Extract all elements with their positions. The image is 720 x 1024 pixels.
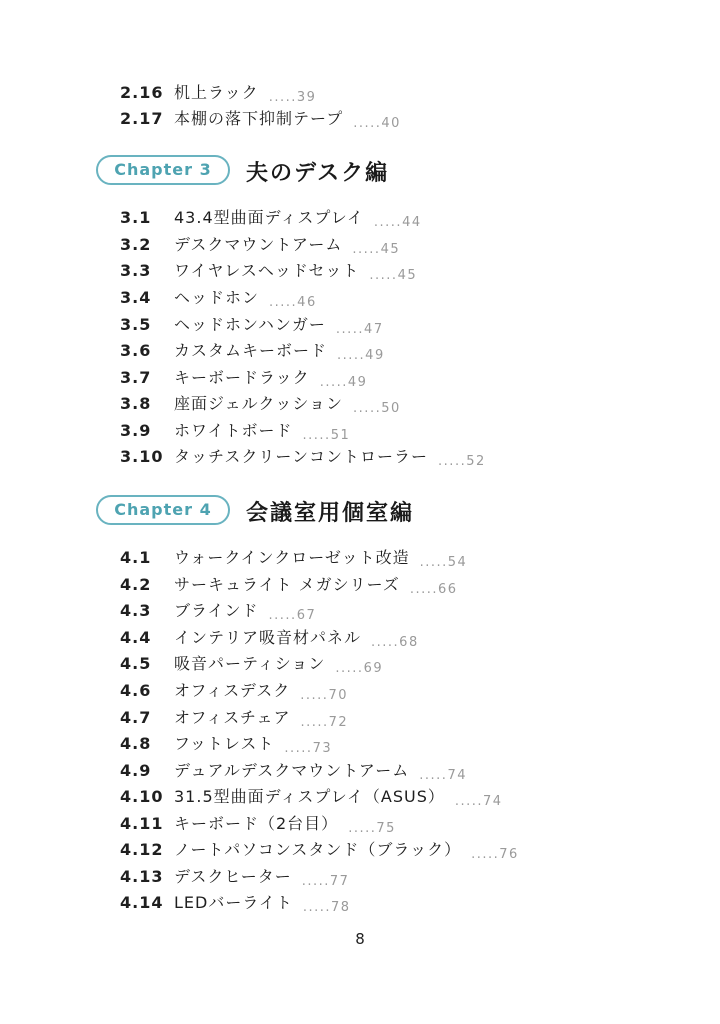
entry-page: .....77 (301, 874, 350, 889)
entry-page: .....68 (371, 635, 419, 650)
entry-title: タッチスクリーンコントローラー (174, 447, 429, 466)
toc-entry-3-8[interactable] (120, 391, 401, 414)
entry-number: 3.4 (120, 288, 152, 307)
entry-number: 4.10 (120, 787, 164, 806)
entry-number: 2.17 (120, 109, 164, 128)
entry-number: 3.9 (120, 421, 152, 440)
entry-page: .....72 (300, 715, 349, 730)
entry-title: インテリア吸音材パネル (174, 628, 362, 647)
entry-number: 4.3 (120, 601, 152, 620)
entry-title: キーボード（2台目） (174, 814, 339, 833)
entry-title: 31.5型曲面ディスプレイ（ASUS） (174, 787, 445, 806)
entry-page: .....74 (454, 794, 503, 809)
entry-page: .....49 (319, 375, 368, 390)
toc-entry-2-16[interactable] (120, 80, 316, 103)
toc-entry-3-7[interactable] (120, 365, 367, 388)
entry-page: .....52 (438, 454, 486, 469)
toc-entry-3-3[interactable] (120, 258, 417, 281)
entry-number: 3.2 (120, 235, 152, 254)
entry-page: .....44 (373, 215, 422, 230)
entry-title: デスクマウントアーム (174, 235, 343, 254)
entry-number: 4.13 (120, 867, 164, 886)
entry-page: .....46 (269, 295, 317, 310)
entry-page: .....75 (348, 821, 396, 836)
entry-number: 4.4 (120, 628, 152, 647)
entry-title: 座面ジェルクッション (174, 394, 344, 413)
entry-title: 43.4型曲面ディスプレイ (174, 208, 364, 227)
entry-title: ブラインド (174, 601, 259, 620)
entry-title: デュアルデスクマウントアーム (174, 761, 410, 780)
toc-entry-3-10[interactable] (120, 444, 486, 467)
entry-number: 4.9 (120, 761, 152, 780)
entry-number: 4.12 (120, 840, 164, 859)
toc-entry-4-3[interactable] (120, 598, 316, 621)
entry-number: 4.14 (120, 893, 164, 912)
toc-entry-4-8[interactable] (120, 731, 332, 754)
entry-number: 3.8 (120, 394, 152, 413)
entry-title: 本棚の落下抑制テープ (174, 109, 344, 128)
entry-number: 3.10 (120, 447, 164, 466)
entry-number: 4.6 (120, 681, 152, 700)
page-number: 8 (355, 930, 365, 948)
entry-title: オフィスチェア (174, 708, 291, 727)
entry-number: 4.1 (120, 548, 152, 567)
toc-entry-4-14[interactable] (120, 890, 351, 913)
toc-entry-4-6[interactable] (120, 678, 348, 701)
entry-title: キーボードラック (174, 368, 310, 387)
entry-page: .....76 (471, 847, 519, 862)
toc-entry-4-4[interactable] (120, 625, 419, 648)
entry-number: 4.8 (120, 734, 152, 753)
entry-number: 3.1 (120, 208, 152, 227)
entry-title: LEDバーライト (174, 893, 293, 912)
entry-page: .....78 (302, 900, 351, 915)
entry-number: 3.7 (120, 368, 152, 387)
entry-page: .....66 (409, 582, 458, 597)
entry-title: デスクヒーター (174, 867, 292, 886)
entry-title: 机上ラック (174, 83, 259, 102)
entry-title: ヘッドホンハンガー (174, 315, 326, 334)
entry-page: .....54 (419, 555, 468, 570)
entry-title: ノートパソコンスタンド（ブラック） (174, 840, 462, 859)
toc-entry-3-9[interactable] (120, 418, 350, 441)
toc-entry-4-2[interactable] (120, 572, 458, 595)
entry-title: サーキュライト メガシリーズ (174, 575, 400, 594)
entry-page: .....47 (335, 322, 384, 337)
entry-page: .....50 (353, 401, 401, 416)
toc-entry-3-4[interactable] (120, 285, 317, 308)
toc-entry-4-7[interactable] (120, 705, 348, 728)
toc-entry-2-17[interactable] (120, 106, 401, 129)
chapter-4-title: 会議室用個室編 (246, 501, 415, 526)
entry-page: .....74 (419, 768, 467, 783)
entry-page: .....69 (335, 661, 384, 676)
chapter-4-badge: Chapter 4 (96, 495, 230, 525)
entry-page: .....70 (300, 688, 348, 703)
toc-entry-4-13[interactable] (120, 864, 349, 887)
entry-number: 4.5 (120, 654, 152, 673)
entry-page: .....73 (284, 741, 333, 756)
entry-title: ワイヤレスヘッドセット (174, 261, 360, 280)
toc-entry-4-12[interactable] (120, 837, 519, 860)
entry-title: カスタムキーボード (174, 341, 328, 360)
entry-title: オフィスデスク (174, 681, 291, 700)
toc-entry-3-1[interactable] (120, 205, 422, 228)
toc-entry-3-6[interactable] (120, 338, 385, 361)
entry-title: 吸音パーティション (174, 654, 326, 673)
entry-page: .....45 (352, 242, 401, 257)
entry-number: 3.6 (120, 341, 152, 360)
entry-page: .....49 (337, 348, 385, 363)
toc-entry-4-1[interactable] (120, 545, 467, 568)
entry-number: 4.7 (120, 708, 152, 727)
chapter-3-title: 夫のデスク編 (246, 161, 390, 186)
entry-page: .....39 (268, 90, 317, 105)
toc-entry-4-11[interactable] (120, 811, 396, 834)
toc-entry-4-5[interactable] (120, 651, 383, 674)
entry-title: ホワイトボード (174, 421, 293, 440)
entry-title: フットレスト (174, 734, 275, 753)
entry-page: .....45 (369, 268, 418, 283)
entry-number: 3.5 (120, 315, 152, 334)
toc-entry-4-9[interactable] (120, 758, 467, 781)
toc-entry-4-10[interactable] (120, 784, 503, 807)
entry-number: 4.11 (120, 814, 164, 833)
chapter-3-badge: Chapter 3 (96, 155, 230, 185)
toc-entry-3-5[interactable] (120, 312, 384, 335)
entry-page: .....67 (268, 608, 317, 623)
entry-page: .....51 (302, 428, 351, 443)
entry-page: .....40 (353, 116, 401, 131)
entry-title: ウォークインクローゼット改造 (174, 548, 410, 567)
toc-entry-3-2[interactable] (120, 232, 400, 255)
entry-number: 2.16 (120, 83, 164, 102)
entry-title: ヘッドホン (174, 288, 260, 307)
entry-number: 3.3 (120, 261, 152, 280)
entry-number: 4.2 (120, 575, 152, 594)
